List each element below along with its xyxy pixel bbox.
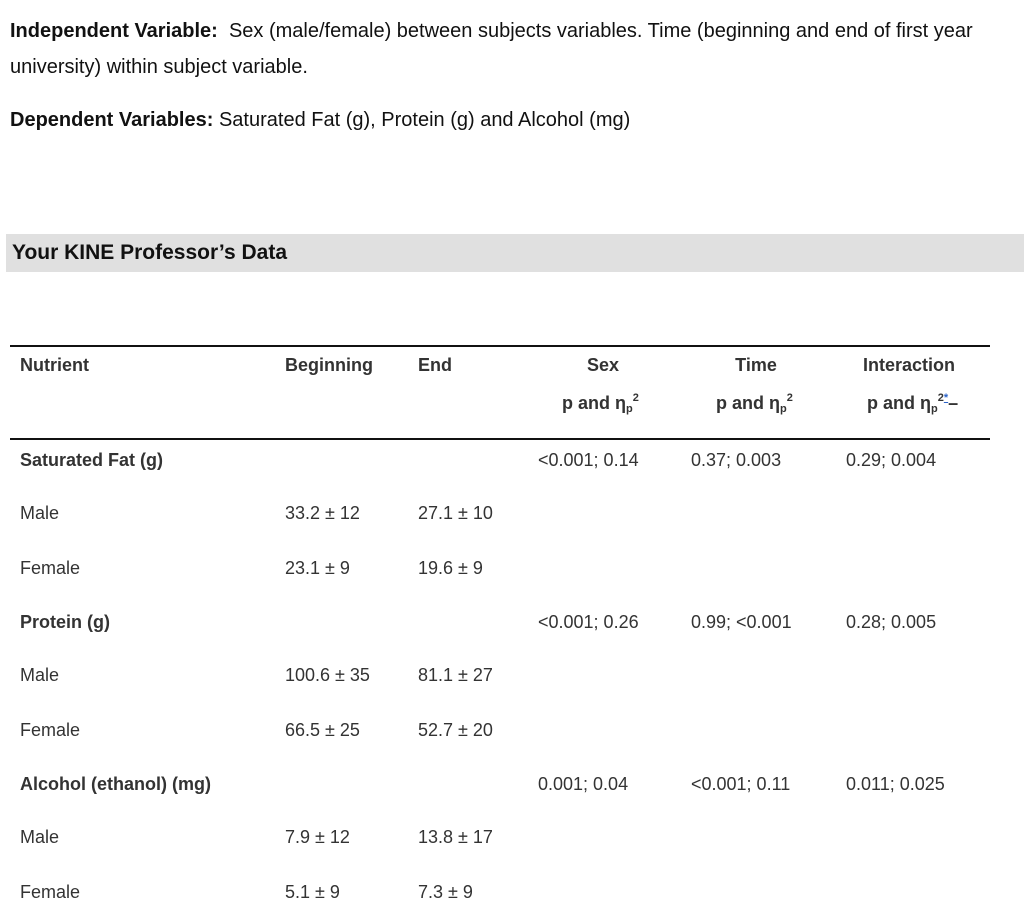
dependent-variables-text: Saturated Fat (g), Protein (g) and Alcohol (mg) xyxy=(218,109,631,131)
header-sex: Sex xyxy=(586,355,620,375)
independent-variable-paragraph xyxy=(10,13,1018,85)
header-beginning: Beginning xyxy=(285,355,373,375)
section-title: Your KINE Professor’s Data xyxy=(12,241,288,264)
row-protein-female-end: 52.7 ± 20 xyxy=(418,720,493,740)
stat-sub: p xyxy=(626,403,633,415)
stat-sup: 2 xyxy=(937,392,944,404)
stat-prefix: p and η xyxy=(716,393,780,413)
stat-sup: 2 xyxy=(632,392,639,404)
row-protein-time: 0.99; <0.001 xyxy=(691,612,792,632)
stat-tail: – xyxy=(948,393,959,413)
header-interaction-stat xyxy=(867,387,958,420)
row-alcohol-nutrient: Alcohol (ethanol) (mg) xyxy=(20,774,211,794)
row-protein-female-beginning: 66.5 ± 25 xyxy=(285,720,360,740)
row-protein-interaction: 0.28; 0.005 xyxy=(846,612,937,632)
dependent-variables-paragraph xyxy=(10,102,1018,138)
row-saturated-fat-male-label: Male xyxy=(20,503,60,523)
stat-sup: 2 xyxy=(786,392,793,404)
row-alcohol-male-end: 13.8 ± 17 xyxy=(418,827,493,847)
table-header-rule xyxy=(10,438,990,440)
row-saturated-fat-nutrient: Saturated Fat (g) xyxy=(20,450,164,470)
row-saturated-fat-female-end: 19.6 ± 9 xyxy=(418,558,483,578)
independent-variable-text: Sex (male/female) between subjects variables. Time (beginning and end of first year university) within subject variable. xyxy=(10,20,973,78)
header-sex-stat xyxy=(562,387,639,420)
row-alcohol-female-label: Female xyxy=(20,882,81,902)
header-time-stat xyxy=(716,387,793,420)
row-saturated-fat-male-beginning: 33.2 ± 12 xyxy=(285,503,360,523)
row-protein-male-end: 81.1 ± 27 xyxy=(418,665,493,685)
row-protein-nutrient: Protein (g) xyxy=(20,612,110,632)
row-saturated-fat-female-beginning: 23.1 ± 9 xyxy=(285,558,350,578)
dependent-variables-label: Dependent Variables: xyxy=(10,109,214,131)
footnote-link[interactable]: * xyxy=(943,392,949,404)
row-alcohol-male-label: Male xyxy=(20,827,60,847)
row-protein-female-label: Female xyxy=(20,720,81,740)
header-end: End xyxy=(418,355,452,375)
row-alcohol-interaction: 0.011; 0.025 xyxy=(846,774,945,794)
row-alcohol-male-beginning: 7.9 ± 12 xyxy=(285,827,350,847)
row-protein-sex: <0.001; 0.26 xyxy=(538,612,639,632)
stat-sub: p xyxy=(931,403,938,415)
row-protein-male-beginning: 100.6 ± 35 xyxy=(285,665,370,685)
stat-sub: p xyxy=(780,403,787,415)
row-saturated-fat-male-end: 27.1 ± 10 xyxy=(418,503,493,523)
header-interaction: Interaction xyxy=(862,355,955,375)
section-header xyxy=(6,234,1024,272)
stat-prefix: p and η xyxy=(867,393,931,413)
row-protein-male-label: Male xyxy=(20,665,60,685)
stat-prefix: p and η xyxy=(562,393,626,413)
row-alcohol-time: <0.001; 0.11 xyxy=(691,774,791,794)
row-alcohol-sex: 0.001; 0.04 xyxy=(538,774,629,794)
row-saturated-fat-sex: <0.001; 0.14 xyxy=(538,450,639,470)
header-nutrient: Nutrient xyxy=(20,355,89,375)
table-top-rule xyxy=(10,345,990,347)
header-time: Time xyxy=(735,355,777,375)
row-alcohol-female-end: 7.3 ± 9 xyxy=(418,882,473,902)
row-saturated-fat-time: 0.37; 0.003 xyxy=(691,450,782,470)
row-saturated-fat-female-label: Female xyxy=(20,558,81,578)
independent-variable-label: Independent Variable: xyxy=(10,20,218,42)
row-saturated-fat-interaction: 0.29; 0.004 xyxy=(846,450,937,470)
row-alcohol-female-beginning: 5.1 ± 9 xyxy=(285,882,340,902)
